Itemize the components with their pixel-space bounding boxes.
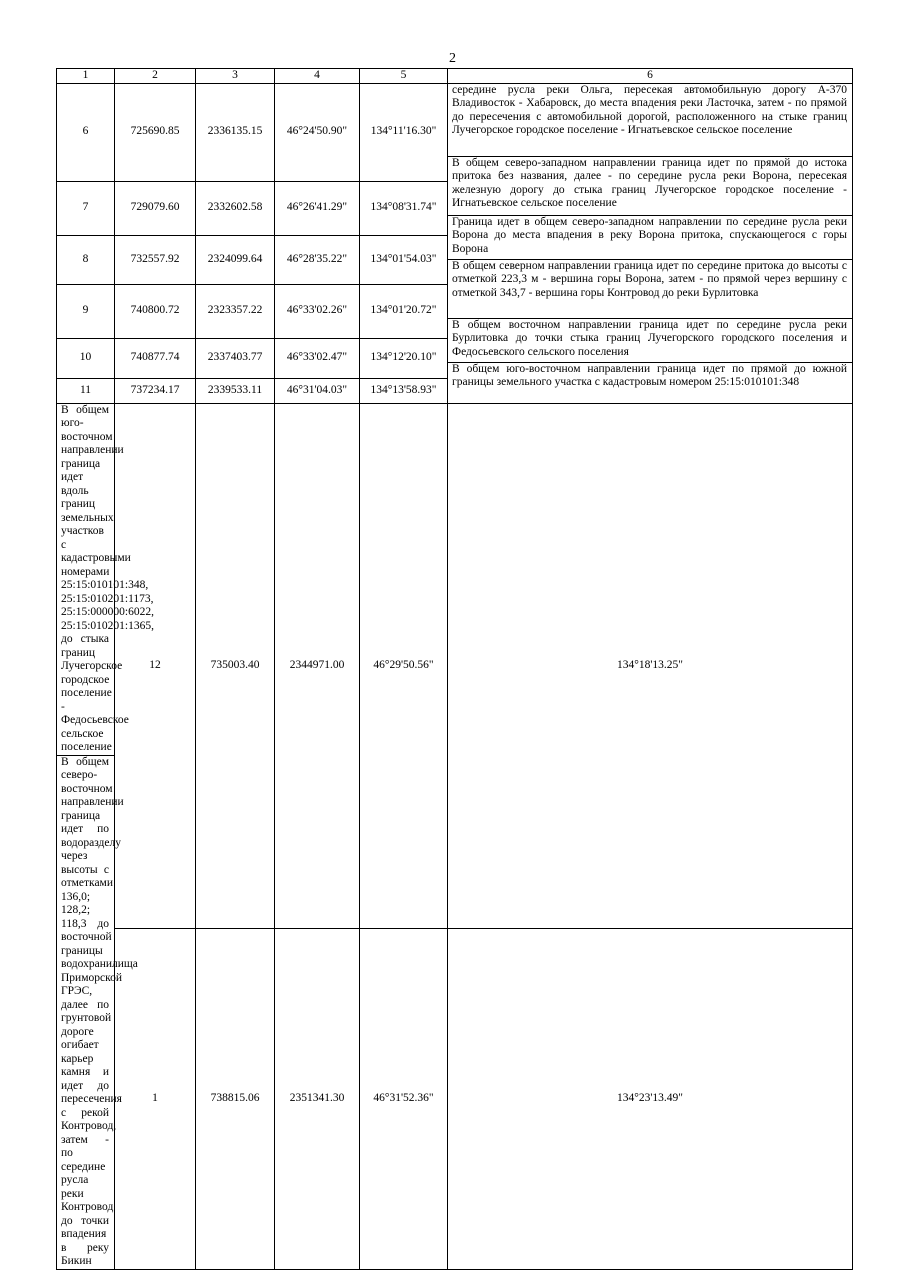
point-latitude: 46°28'35.22" <box>275 235 360 284</box>
point-y: 2332602.58 <box>196 181 275 235</box>
point-id: 10 <box>57 338 115 378</box>
point-y: 2323357.22 <box>196 284 275 338</box>
point-latitude: 46°33'02.47" <box>275 338 360 378</box>
point-longitude: 134°01'20.72" <box>360 284 448 338</box>
point-id: 6 <box>57 83 115 181</box>
point-id: 9 <box>57 284 115 338</box>
point-id: 7 <box>57 181 115 235</box>
table-row <box>57 403 853 755</box>
point-latitude: 46°31'04.03" <box>275 378 360 403</box>
col-header-description: 6 <box>448 69 853 84</box>
point-latitude: 46°24'50.90" <box>275 83 360 181</box>
col-header-x: 2 <box>115 69 196 84</box>
point-y: 2324099.64 <box>196 235 275 284</box>
col-header-longitude: 5 <box>360 69 448 84</box>
point-y: 2344971.00 <box>275 403 360 928</box>
table-row <box>57 83 853 116</box>
point-latitude: 46°31'52.36" <box>360 928 448 1269</box>
point-id: 11 <box>57 378 115 403</box>
point-longitude: 134°18'13.25" <box>448 403 853 928</box>
point-longitude: 134°12'20.10" <box>360 338 448 378</box>
point-x: 740877.74 <box>115 338 196 378</box>
segment-description: В общем северо-восточном направлении граница идет по водоразделу через высоты с отметками 136,0; 128,2; 118,3 до восточной границы водохранилища Приморской ГРЭС, далее по грунтовой дороге огибает карьер камня и идет до пересечения с рекой Контровод, затем - по середине русла реки Контровод до точки впадения в реку Бикин <box>57 755 115 1269</box>
point-longitude: 134°13'58.93" <box>360 378 448 403</box>
point-y: 2351341.30 <box>275 928 360 1269</box>
segment-description: В общем северном направлении граница идет по середине притока до высоты с отметкой 223,3 м - вершина горы Ворона, затем - по прямой через вершину с отметкой 343,7 - вершина горы Контровод до реки Бурлитовка <box>448 259 853 318</box>
segment-description: В общем северо-западном направлении граница идет по прямой до истока притока без названия, далее - по середине русла реки Ворона, пересекая железную дорогу до стыка границ Лучегорское городское поселение - Игнатьевское сельское поселение <box>448 156 853 215</box>
table-row <box>57 928 853 1269</box>
point-id: 1 <box>115 928 196 1269</box>
point-id: 8 <box>57 235 115 284</box>
point-x: 729079.60 <box>115 181 196 235</box>
point-y: 2337403.77 <box>196 338 275 378</box>
point-longitude: 134°11'16.30" <box>360 83 448 181</box>
point-latitude: 46°29'50.56" <box>360 403 448 928</box>
segment-description: В общем юго-восточном направлении граница идет вдоль границ земельных участков с кадастровыми номерами 25:15:010101:348, 25:15:010201:1173, 25:15:000000:6022, 25:15:010201:1365, до стыка границ Лучегорское городское поселение - Федосьевское сельское поселение <box>57 403 115 755</box>
col-header-point-number: 1 <box>57 69 115 84</box>
point-id: 12 <box>115 403 196 928</box>
point-x: 738815.06 <box>196 928 275 1269</box>
segment-description: середине русла реки Ольга, пересекая автомобильную дорогу А-370 Владивосток - Хабаровск, до места впадения реки Ласточка, затем - по прямой до пересечения с автомобильной дорогой, расположенного на стыке границ Лучегорское городское поселение - Игнатьевское сельское поселение <box>448 83 853 156</box>
point-longitude: 134°01'54.03" <box>360 235 448 284</box>
point-latitude: 46°33'02.26" <box>275 284 360 338</box>
point-longitude: 134°23'13.49" <box>448 928 853 1269</box>
point-latitude: 46°26'41.29" <box>275 181 360 235</box>
segment-description: В общем юго-восточном направлении граница идет по прямой до южной границы земельного участка с кадастровым номером 25:15:010101:348 <box>448 362 853 403</box>
point-y: 2339533.11 <box>196 378 275 403</box>
point-x: 725690.85 <box>115 83 196 181</box>
segment-description: Граница идет в общем северо-западном направлении по середине русла реки Ворона до места впадения в реку Ворона притока, спускающегося с горы Ворона <box>448 215 853 259</box>
boundary-points-table <box>56 68 853 1270</box>
point-x: 732557.92 <box>115 235 196 284</box>
segment-description: В общем восточном направлении граница идет по середине русла реки Бурлитовка до точки стыка границ Лучегорского городского поселения и Федосьевского сельского поселения <box>448 318 853 362</box>
page-number: 2 <box>449 51 456 66</box>
point-x: 740800.72 <box>115 284 196 338</box>
point-longitude: 134°08'31.74" <box>360 181 448 235</box>
point-x: 737234.17 <box>115 378 196 403</box>
point-y: 2336135.15 <box>196 83 275 181</box>
col-header-y: 3 <box>196 69 275 84</box>
point-x: 735003.40 <box>196 403 275 928</box>
header-row <box>57 69 853 84</box>
col-header-latitude: 4 <box>275 69 360 84</box>
